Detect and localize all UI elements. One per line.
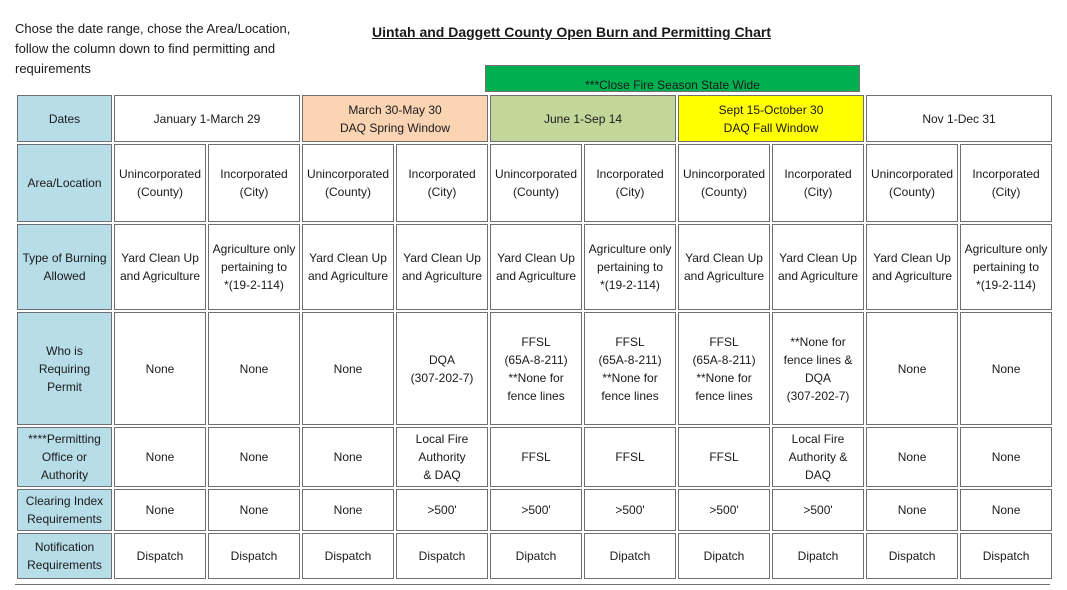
cell-line: DQA [429,352,456,367]
period-header [114,95,300,142]
cell-line: Authority [418,450,466,464]
row-label [17,144,112,222]
period-header [302,95,488,142]
table-cell [678,224,770,310]
cell-line: >500' [521,503,551,517]
table-cell [396,312,488,425]
period-header [866,95,1052,142]
cell-line: fence lines [601,388,659,403]
cell-line: **None for [508,370,564,385]
table-cell [678,489,770,531]
row-area [17,144,1052,222]
table-cell [114,224,206,310]
table-cell [772,312,864,425]
table-cell [678,144,770,222]
table-cell [302,224,394,310]
cell-line: None [897,361,927,376]
table-cell [208,312,300,425]
cell-line: Clearing Index [25,494,104,508]
cell-line: None [145,503,175,517]
cell-line: pertaining to [220,260,288,274]
cell-line: None [239,361,269,376]
row-who [17,312,1052,425]
cell-line: FFSL [615,450,645,464]
cell-line: Yard Clean Up [497,251,575,265]
cell-line: >500' [709,503,739,517]
table-cell [490,312,582,425]
cell-line: and Agriculture [683,269,765,283]
table-cell [114,144,206,222]
cell-line: Yard Clean Up [309,251,387,265]
table-cell [866,312,958,425]
table-cell [960,144,1052,222]
table-cell [678,427,770,487]
table-cell [302,533,394,579]
cell-line: None [991,503,1021,517]
cell-line: (307-202-7) [786,388,850,403]
table-cell [396,427,488,487]
cell-line: **None for [696,370,752,385]
cell-line: Dispatch [982,549,1030,563]
cell-line: Authority [40,468,89,482]
cell-line: Yard Clean Up [779,251,857,265]
table-cell [396,533,488,579]
cell-line: None [897,503,927,517]
cell-line: Permit [47,379,82,394]
cell-line: June 1-Sep 14 [543,111,623,126]
cell-line: Dispatch [418,549,466,563]
cell-line: and Agriculture [119,269,201,283]
period-header [678,95,864,142]
cell-line: None [239,450,269,464]
row-label [17,489,112,531]
table-cell [490,489,582,531]
cell-line: >500' [803,503,833,517]
cell-line: Notification [34,540,95,554]
cell-line: None [145,450,175,464]
cell-line: Local Fire [415,432,469,446]
cell-line: Agriculture only [964,242,1048,256]
cell-line: March 30-May 30 [348,102,442,117]
cell-line: Allowed [43,269,86,283]
table-cell [678,312,770,425]
cell-line: (City) [615,185,645,199]
table-cell [866,427,958,487]
cell-line: (City) [991,185,1021,199]
cell-line: Dipatch [703,549,745,563]
table-cell [866,144,958,222]
cell-line: pertaining to [596,260,664,274]
cell-line: DQA [805,370,832,385]
cell-line: Area/Location [27,176,102,190]
cell-line: Requiring [38,361,91,376]
cell-line: Dipatch [609,549,651,563]
cell-line: (65A-8-211) [692,352,756,367]
table-cell [490,427,582,487]
cell-line: FFSL [521,450,551,464]
table-cell [960,489,1052,531]
cell-line: Incorporated [220,167,288,181]
table-cell [396,489,488,531]
row-notification [17,533,1052,579]
label-dates [17,95,112,142]
cell-line: DAQ [805,468,832,482]
cell-line: and Agriculture [872,269,953,283]
cell-line: Dipatch [797,549,839,563]
table-cell [866,533,958,579]
cell-line: Sept 15-October 30 [718,102,824,117]
table-cell [396,144,488,222]
table-cell [584,427,676,487]
cell-line: and Agriculture [307,269,389,283]
cell-line: January 1-March 29 [153,111,261,126]
cell-line: Local Fire [791,432,845,446]
cell-line: (307-202-7) [410,370,474,385]
cell-line: None [333,503,363,517]
row-label [17,224,112,310]
table-cell [208,144,300,222]
table-cell [678,533,770,579]
cell-line: pertaining to [973,260,1040,274]
cell-line: Dispatch [136,549,184,563]
table-cell [584,533,676,579]
table-cell [960,427,1052,487]
cell-line: & DAQ [423,468,461,482]
cell-line: None [239,503,269,517]
cell-line: (City) [239,185,269,199]
cell-line: (65A-8-211) [598,352,662,367]
table-cell [772,533,864,579]
table-cell [490,144,582,222]
table-cell [866,224,958,310]
cell-line: fence lines & [783,352,853,367]
table-cell [302,312,394,425]
cell-line: Requirements [27,558,102,572]
cell-line: None [897,450,927,464]
table-cell [208,533,300,579]
cell-line: (County) [513,185,560,199]
cell-line: *(19-2-114) [224,278,284,292]
cell-line: Incorporated [972,167,1040,181]
table-cell [960,224,1052,310]
cell-line: DAQ Fall Window [723,120,819,135]
table-cell [866,489,958,531]
table-cell [396,224,488,310]
cell-line: Authority & [788,450,848,464]
cell-line: >500' [427,503,457,517]
cell-line: >500' [615,503,645,517]
cell-line: Unincorporated [682,167,766,181]
cell-line: Dispatch [888,549,936,563]
cell-line: Office or [41,450,88,464]
table-cell [584,144,676,222]
row-label [17,312,112,425]
cell-line: Type of Burning [22,251,107,265]
cell-line: (City) [427,185,457,199]
cell-line: Dipatch [515,549,557,563]
row-dates [17,95,1052,142]
cell-line: **None for [602,370,658,385]
table-cell [302,489,394,531]
cell-line: Dispatch [230,549,278,563]
cell-line: Yard Clean Up [403,251,481,265]
cell-line: (County) [701,185,748,199]
permitting-table [15,93,1054,581]
cell-line: None [991,361,1021,376]
table-bottom-edge [15,584,1050,590]
cell-line: None [333,361,363,376]
cell-line: FFSL [709,450,739,464]
table-cell [114,312,206,425]
table-cell [960,533,1052,579]
cell-line: (County) [889,185,936,199]
cell-line: Agriculture only [588,242,672,256]
cell-line: Nov 1-Dec 31 [922,111,996,126]
row-type [17,224,1052,310]
cell-line: Unincorporated [494,167,578,181]
table-cell [772,224,864,310]
table-cell [584,224,676,310]
table-cell [114,489,206,531]
cell-line: Unincorporated [118,167,202,181]
cell-line: *(19-2-114) [976,278,1036,292]
table-cell [208,224,300,310]
cell-line: Who is [46,343,83,358]
cell-line: fence lines [507,388,565,403]
instructions-line: requirements [15,61,91,76]
table-cell [114,533,206,579]
table-cell [208,489,300,531]
table-cell [772,427,864,487]
cell-line: DAQ Spring Window [339,120,451,135]
table-cell [490,533,582,579]
cell-line: Incorporated [408,167,476,181]
cell-line: FFSL [615,334,645,349]
cell-line: ****Permitting [28,432,101,446]
instructions-line: follow the column down to find permitting and [15,41,276,56]
cell-line: Incorporated [596,167,664,181]
cell-line: Unincorporated [871,167,954,181]
cell-line: None [145,361,175,376]
cell-line: None [333,450,363,464]
cell-line: (County) [324,185,371,199]
cell-line: (City) [803,185,833,199]
cell-line: Agriculture only [212,242,296,256]
chart-title: Uintah and Daggett County Open Burn and Permitting Chart [372,24,771,40]
table-cell [490,224,582,310]
cell-line: Unincorporated [306,167,390,181]
table-cell [114,427,206,487]
fire-season-banner: ***Close Fire Season State Wide [485,65,860,92]
period-header [490,95,676,142]
cell-line: fence lines [695,388,753,403]
cell-line: and Agriculture [401,269,483,283]
table-cell [772,489,864,531]
cell-line: None [991,450,1021,464]
cell-line: (65A-8-211) [504,352,568,367]
cell-line: Requirements [27,512,102,526]
cell-line: **None for [790,334,846,349]
row-label [17,533,112,579]
table-cell [584,312,676,425]
row-clearing [17,489,1052,531]
table-cell [584,489,676,531]
instructions [15,19,345,79]
table-cell [302,144,394,222]
cell-line: *(19-2-114) [600,278,660,292]
table-cell [772,144,864,222]
cell-line: FFSL [709,334,739,349]
instructions-line: Chose the date range, chose the Area/Location, [15,21,291,36]
cell-line: Yard Clean Up [121,251,199,265]
row-office [17,427,1052,487]
cell-line: Incorporated [784,167,852,181]
row-label [17,427,112,487]
cell-line: Yard Clean Up [873,251,951,265]
table-cell [960,312,1052,425]
cell-line: Dates [48,111,81,126]
cell-line: and Agriculture [495,269,577,283]
cell-line: Dispatch [324,549,372,563]
table-cell [208,427,300,487]
cell-line: FFSL [521,334,551,349]
cell-line: and Agriculture [777,269,859,283]
table-cell [302,427,394,487]
cell-line: Yard Clean Up [685,251,763,265]
cell-line: (County) [136,185,183,199]
